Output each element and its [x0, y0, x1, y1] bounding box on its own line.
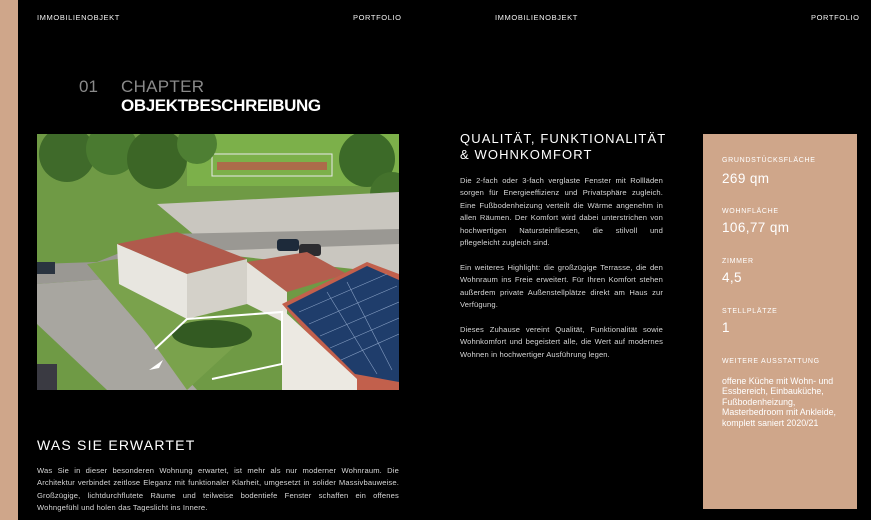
- fact-label-rooms: ZIMMER: [722, 258, 754, 265]
- accent-strip: [0, 0, 18, 520]
- quality-title: QUALITÄT, FUNKTIONALITÄT & WOHNKOMFORT: [460, 131, 667, 162]
- fact-label-parking: STELLPLÄTZE: [722, 308, 778, 315]
- fact-label-plot-area: GRUNDSTÜCKSFLÄCHE: [722, 157, 816, 164]
- fact-label-features: WEITERE AUSSTATTUNG: [722, 358, 820, 365]
- expect-title: WAS SIE ERWARTET: [37, 437, 196, 453]
- facts-panel: [703, 134, 857, 509]
- chapter-title: OBJEKTBESCHREIBUNG: [121, 96, 321, 115]
- quality-paragraph: Die 2-fach oder 3-fach verglaste Fenster mit Rollläden sorgen für Energieeffizienz und Privatsphäre zugleich. Eine Fußbodenheizung verteilt die Wärme angenehm in allen Räumen. Der Komfort wird dabei unterstrichen von hochwertigen Natursteinfliesen, die stilvoll und pflegeleicht zugleich sind.: [460, 176, 663, 248]
- quality-paragraph: Dieses Zuhause vereint Qualität, Funktionalität sowie Wohnkomfort und begeistert alle, die Wert auf modernes Wohnen in hochwertiger Ausführung legen.: [460, 324, 663, 359]
- chapter-number: 01: [79, 77, 98, 96]
- header-label-right: IMMOBILIENOBJEKT: [495, 13, 578, 22]
- property-aerial-photo: [37, 134, 399, 390]
- header-label-left: IMMOBILIENOBJEKT: [37, 13, 120, 22]
- quality-text-column: [460, 175, 663, 373]
- chapter-label: CHAPTER: [121, 77, 205, 96]
- fact-value-living-area: 106,77 qm: [722, 220, 790, 235]
- fact-value-rooms: 4,5: [722, 270, 742, 285]
- header-portfolio-left[interactable]: PORTFOLIO: [353, 13, 402, 22]
- quality-paragraph: Ein weiteres Highlight: die großzügige Terrasse, die den Wohnraum ins Freie erweitert. Für Ihren Komfort stehen außerdem private Außenstellplätze direkt am Haus zur Verfügung.: [460, 262, 663, 310]
- header-portfolio-right[interactable]: PORTFOLIO: [811, 13, 860, 22]
- fact-label-living-area: WOHNFLÄCHE: [722, 208, 779, 215]
- expect-text: Was Sie in dieser besonderen Wohnung erwartet, ist mehr als nur moderner Wohnraum. Die Architektur verbindet zeitlose Eleganz mit funktionaler Klarheit, umgesetzt in solider Massivbauweise. Großzügige, lichtdurchflutete Räume und teilweise bodentiefe Fenster schaffen ein offenes Wohngefühl und holen das Tageslicht ins Innere.: [37, 466, 399, 513]
- fact-value-parking: 1: [722, 320, 730, 335]
- fact-value-plot-area: 269 qm: [722, 171, 770, 186]
- fact-value-features: offene Küche mit Wohn- und Essbereich, Einbauküche, Fußbodenheizung, Masterbedroom mit Ankleide, komplett saniert 2020/21: [722, 376, 836, 428]
